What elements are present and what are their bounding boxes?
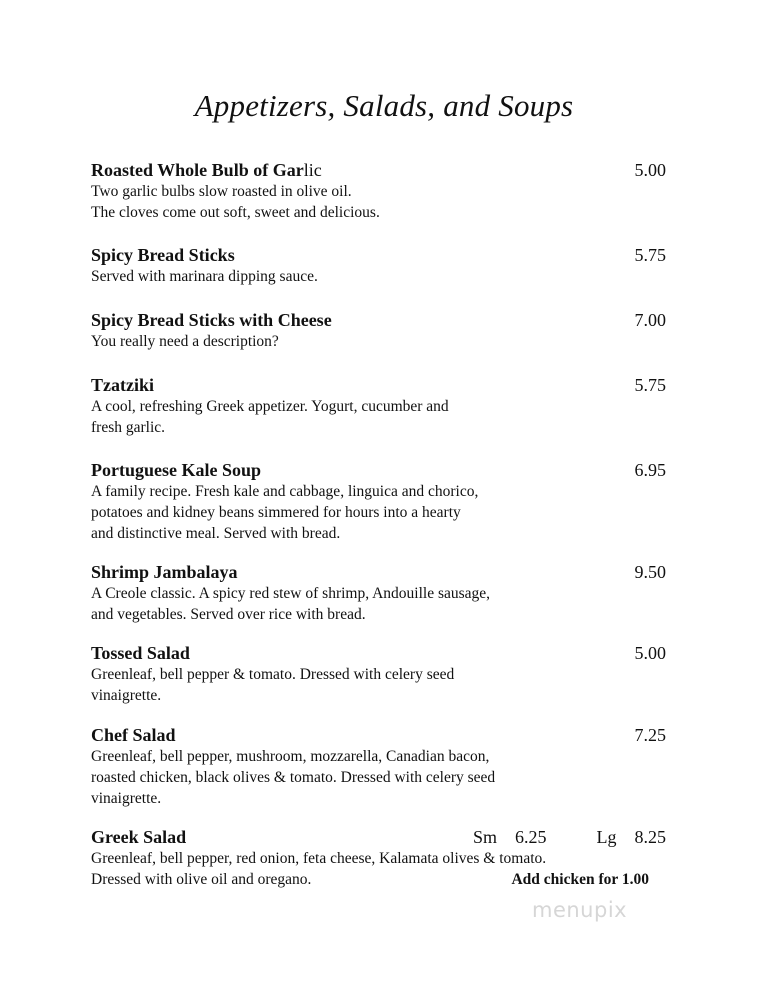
item-description: vinaigrette. bbox=[91, 790, 162, 807]
item-description: Greenleaf, bell pepper, mushroom, mozzarella, Canadian bacon, bbox=[91, 748, 490, 765]
item-description-row bbox=[91, 869, 671, 890]
menu-item-bread-sticks-cheese bbox=[91, 309, 671, 352]
watermark-logo: menupix bbox=[532, 898, 628, 922]
item-name: Tzatziki bbox=[91, 375, 154, 395]
menu-item-roasted-garlic bbox=[91, 159, 671, 223]
size-prices bbox=[473, 826, 666, 848]
item-description: The cloves come out soft, sweet and delicious. bbox=[91, 204, 380, 221]
item-price: 5.75 bbox=[634, 375, 666, 395]
menu-item-chef-salad bbox=[91, 724, 671, 809]
item-price: 9.50 bbox=[634, 562, 666, 582]
size-small-label: Sm bbox=[472, 827, 497, 847]
addon-note: Add chicken for 1.00 bbox=[511, 871, 649, 888]
item-description: and vegetables. Served over rice with bread. bbox=[91, 606, 366, 623]
item-price: 7.00 bbox=[634, 310, 666, 330]
item-description: Served with marinara dipping sauce. bbox=[91, 268, 318, 285]
item-description: You really need a description? bbox=[91, 333, 279, 350]
item-description: potatoes and kidney beans simmered for hours into a hearty bbox=[91, 504, 461, 521]
item-name: Chef Salad bbox=[91, 725, 176, 745]
item-description: A Creole classic. A spicy red stew of shrimp, Andouille sausage, bbox=[91, 585, 491, 602]
item-name: Shrimp Jambalaya bbox=[91, 562, 238, 582]
item-description: A family recipe. Fresh kale and cabbage, linguica and chorico, bbox=[91, 483, 479, 500]
item-name bbox=[91, 159, 671, 181]
item-price: 5.00 bbox=[634, 643, 666, 663]
item-description: A cool, refreshing Greek appetizer. Yogurt, cucumber and bbox=[91, 398, 449, 415]
item-name-light: lic bbox=[303, 160, 322, 180]
item-price: 5.75 bbox=[634, 245, 666, 265]
item-price: 6.95 bbox=[634, 460, 666, 480]
section-title: Appetizers, Salads, and Soups bbox=[194, 88, 574, 123]
menu-item-greek-salad bbox=[91, 826, 671, 890]
size-large-label: Lg bbox=[596, 827, 617, 847]
item-description: and distinctive meal. Served with bread. bbox=[91, 525, 341, 542]
item-description: Greenleaf, bell pepper & tomato. Dressed with celery seed bbox=[91, 666, 455, 683]
item-description: roasted chicken, black olives & tomato. Dressed with celery seed bbox=[91, 769, 496, 786]
item-name-bold: Roasted Whole Bulb of Gar bbox=[91, 160, 304, 180]
menu-item-tzatziki bbox=[91, 374, 671, 438]
item-name: Tossed Salad bbox=[91, 643, 190, 663]
item-price: 7.25 bbox=[634, 725, 666, 745]
item-name: Spicy Bread Sticks with Cheese bbox=[91, 310, 332, 330]
item-name: Portuguese Kale Soup bbox=[91, 460, 262, 480]
menu-item-tossed-salad bbox=[91, 642, 671, 706]
item-description: Two garlic bulbs slow roasted in olive oil. bbox=[91, 183, 352, 200]
item-name: Spicy Bread Sticks bbox=[91, 245, 235, 265]
item-price: 5.00 bbox=[634, 160, 666, 180]
menu-item-kale-soup bbox=[91, 459, 671, 544]
item-description: Greenleaf, bell pepper, red onion, feta cheese, Kalamata olives & tomato. bbox=[91, 850, 547, 867]
size-large-price: 8.25 bbox=[634, 827, 666, 847]
item-description: fresh garlic. bbox=[91, 419, 166, 436]
item-description: Dressed with olive oil and oregano. bbox=[91, 871, 312, 888]
size-small-price: 6.25 bbox=[515, 827, 547, 847]
menu-item-spicy-bread-sticks bbox=[91, 244, 671, 287]
item-description: vinaigrette. bbox=[91, 687, 162, 704]
item-name: Greek Salad bbox=[91, 827, 187, 847]
menu-item-shrimp-jambalaya bbox=[91, 561, 671, 625]
